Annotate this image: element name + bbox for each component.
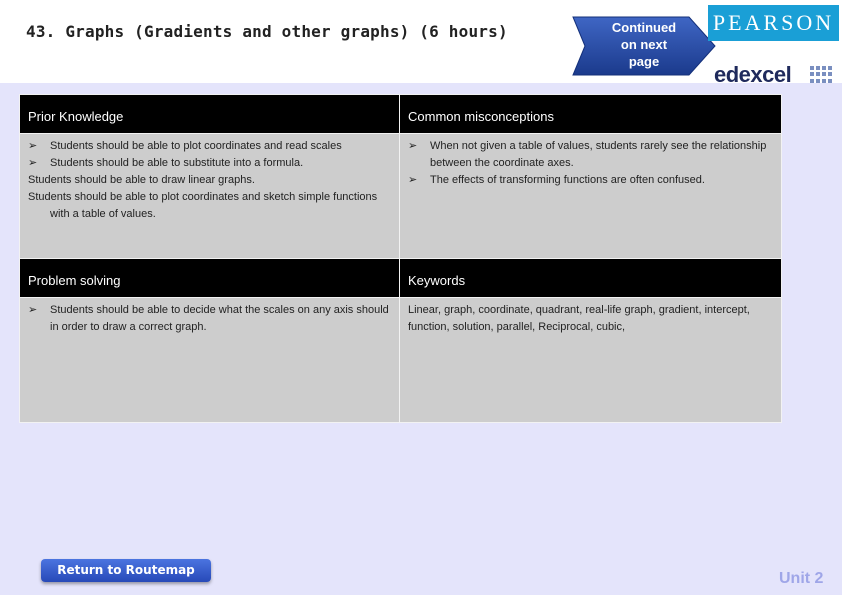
unit-info-table bbox=[19, 94, 782, 423]
problem-solving-bullet: ➢ Students should be able to decide what the scales on any axis should in order to draw a correct graph. bbox=[28, 302, 391, 336]
edexcel-wordmark: edexcel bbox=[714, 62, 792, 87]
keywords-text: Linear, graph, coordinate, quadrant, real-life graph, gradient, intercept, function, solution, parallel, Reciprocal, cubic, bbox=[408, 304, 750, 333]
misconceptions-cell bbox=[400, 134, 782, 259]
prior-knowledge-cell bbox=[20, 134, 400, 259]
misconception-bullet: ➢ When not given a table of values, students rarely see the relationship between the coordinate axes. bbox=[408, 138, 773, 172]
edexcel-grid-icon bbox=[810, 66, 832, 83]
return-to-routemap-button[interactable]: Return to Routemap bbox=[41, 559, 211, 582]
misconception-bullet: ➢ The effects of transforming functions are often confused. bbox=[408, 172, 773, 189]
misconceptions-header bbox=[400, 95, 782, 134]
edexcel-logo bbox=[708, 62, 839, 88]
keywords-cell bbox=[400, 298, 782, 423]
keywords-header bbox=[400, 259, 782, 298]
prior-knowledge-line: Students should be able to plot coordinates and sketch simple functions with a table of values. bbox=[28, 191, 378, 220]
problem-solving-cell bbox=[20, 298, 400, 423]
continued-next-page-button[interactable] bbox=[571, 15, 717, 77]
keywords-heading: Keywords bbox=[408, 273, 466, 288]
prior-knowledge-bullet: ➢ Students should be able to plot coordinates and read scales bbox=[28, 138, 391, 155]
continued-label: Continued on next page bbox=[611, 20, 677, 69]
problem-solving-heading: Problem solving bbox=[28, 273, 121, 288]
pearson-logo: PEARSON bbox=[708, 5, 839, 41]
prior-knowledge-heading: Prior Knowledge bbox=[28, 109, 124, 124]
prior-knowledge-bullet: ➢ Students should be able to substitute into a formula. bbox=[28, 155, 391, 172]
prior-knowledge-line: Students should be able to draw linear graphs. bbox=[28, 174, 255, 186]
unit-label: Unit 2 bbox=[779, 570, 824, 587]
page-title: 43. Graphs (Gradients and other graphs) (6 hours) bbox=[26, 22, 508, 41]
problem-solving-header bbox=[20, 259, 400, 298]
prior-knowledge-header bbox=[20, 95, 400, 134]
misconceptions-heading: Common misconceptions bbox=[408, 109, 554, 124]
